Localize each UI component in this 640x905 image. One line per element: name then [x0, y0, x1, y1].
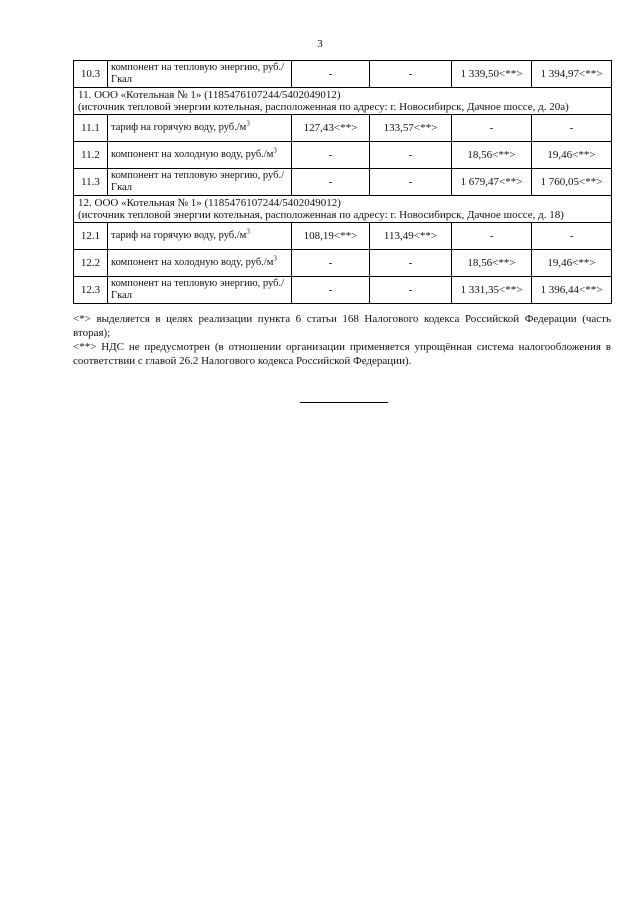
- value-cell: -: [292, 169, 370, 196]
- value-cell: 133,57<**>: [370, 115, 452, 142]
- row-description: компонент на холодную воду, $руб./м^3$: [108, 142, 292, 169]
- table-row: [74, 169, 612, 196]
- value-cell: -: [370, 142, 452, 169]
- value-cell: 108,19<**>: [292, 223, 370, 250]
- end-of-document-line: [300, 402, 388, 403]
- row-number: 11.2: [74, 142, 108, 169]
- value-cell: 18,56<**>: [452, 250, 532, 277]
- organization-header: [74, 196, 612, 223]
- value-cell: 1 396,44<**>: [532, 277, 612, 304]
- organization-title: 12. ООО «Котельная № 1» (1185476107244/5402049012): [78, 197, 341, 209]
- row-number: 12.2: [74, 250, 108, 277]
- row-description: тариф на горячую воду, $руб./м^3$: [108, 223, 292, 250]
- row-number: 11.1: [74, 115, 108, 142]
- footnote-vat-exempt: <**> НДС не предусмотрен (в отношении организации применяется упрощённая система налогообложения в соответствии с главой 26.2 Налогового кодекса Российской Федерации).: [73, 341, 611, 367]
- row-description: компонент на тепловую энергию, руб./Гкал: [108, 61, 292, 88]
- organization-title: 11. ООО «Котельная № 1» (1185476107244/5402049012): [78, 89, 341, 101]
- value-cell: 1 339,50<**>: [452, 61, 532, 88]
- row-number: 12.3: [74, 277, 108, 304]
- table-row: [74, 115, 612, 142]
- value-cell: -: [370, 250, 452, 277]
- row-description: компонент на тепловую энергию, руб./Гкал: [108, 169, 292, 196]
- row-description: компонент на холодную воду, $руб./м^3$: [108, 250, 292, 277]
- organization-source: (источник тепловой энергии котельная, расположенная по адресу: г. Новосибирск, Дачное шоссе, д. 18): [78, 209, 564, 221]
- row-description: компонент на тепловую энергию, руб./Гкал: [108, 277, 292, 304]
- value-cell: -: [452, 115, 532, 142]
- value-cell: 19,46<**>: [532, 250, 612, 277]
- value-cell: 1 679,47<**>: [452, 169, 532, 196]
- row-number: 11.3: [74, 169, 108, 196]
- table-row: [74, 61, 612, 88]
- row-description: тариф на горячую воду, $руб./м^3$: [108, 115, 292, 142]
- page-number: 3: [317, 38, 323, 50]
- table-row: [74, 223, 612, 250]
- value-cell: -: [370, 169, 452, 196]
- footnotes: [73, 312, 611, 368]
- value-cell: -: [292, 250, 370, 277]
- value-cell: 1 331,35<**>: [452, 277, 532, 304]
- organization-header: [74, 88, 612, 115]
- value-cell: -: [532, 223, 612, 250]
- value-cell: 113,49<**>: [370, 223, 452, 250]
- value-cell: -: [452, 223, 532, 250]
- footnote-vat-allocation: <*> выделяется в целях реализации пункта 6 статьи 168 Налогового кодекса Российской Федерации (часть вторая);: [73, 313, 611, 339]
- value-cell: -: [370, 61, 452, 88]
- tariff-table: [73, 60, 612, 304]
- value-cell: 127,43<**>: [292, 115, 370, 142]
- row-number: 12.1: [74, 223, 108, 250]
- value-cell: -: [292, 277, 370, 304]
- value-cell: 1 760,05<**>: [532, 169, 612, 196]
- table-row: [74, 250, 612, 277]
- table-row: [74, 277, 612, 304]
- value-cell: -: [292, 142, 370, 169]
- value-cell: -: [370, 277, 452, 304]
- value-cell: -: [292, 61, 370, 88]
- table-row: [74, 142, 612, 169]
- value-cell: 1 394,97<**>: [532, 61, 612, 88]
- value-cell: 19,46<**>: [532, 142, 612, 169]
- value-cell: 18,56<**>: [452, 142, 532, 169]
- organization-source: (источник тепловой энергии котельная, расположенная по адресу: г. Новосибирск, Дачное шоссе, д. 20а): [78, 101, 569, 113]
- row-number: 10.3: [74, 61, 108, 88]
- value-cell: -: [532, 115, 612, 142]
